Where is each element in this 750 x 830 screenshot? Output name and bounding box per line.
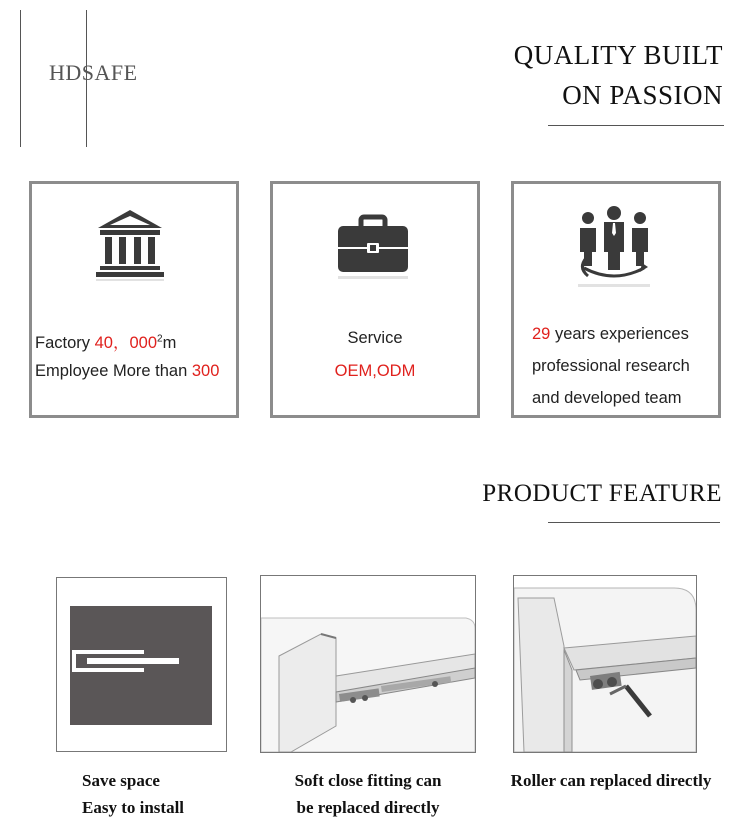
headline-line-2: ON PASSION (562, 80, 723, 110)
briefcase-icon (335, 214, 411, 282)
experience-text (532, 325, 689, 344)
feature-1-caption-line-2: Easy to install (82, 798, 185, 817)
area-superscript: 2 (157, 333, 163, 345)
years-value: 29 (532, 325, 551, 343)
team-card (511, 181, 721, 418)
brand-name: HDSAFE (49, 60, 138, 85)
factory-area-value: 40，000 (94, 334, 157, 352)
roller-photo (514, 576, 696, 752)
research-text: professional research (532, 357, 690, 375)
feature-2-caption-line-2: be replaced directly (296, 798, 440, 817)
service-value: OEM,ODM (334, 362, 416, 380)
area-unit: m (162, 334, 177, 352)
feature-3-caption: Roller can replaced directly (510, 771, 712, 790)
employee-label: Employee More than (35, 362, 192, 380)
brand-left-line-outer (20, 10, 21, 147)
factory-card (29, 181, 239, 418)
years-label: years experiences (550, 325, 689, 343)
headline-underline (548, 125, 724, 126)
team-icon (576, 206, 652, 290)
feature-2-caption-line-1: Soft close fitting can (294, 771, 442, 790)
service-card (270, 181, 480, 418)
headline-line-1: QUALITY BUILT (513, 40, 723, 70)
feature-image-soft-close (260, 575, 476, 753)
building-icon (94, 206, 166, 284)
section-title: PRODUCT FEATURE (482, 480, 722, 507)
feature-image-roller (513, 575, 697, 753)
employee-text (35, 362, 219, 381)
feature-image-save-space (56, 577, 227, 752)
feature-1-caption-line-1: Save space (82, 771, 160, 790)
factory-area-text (35, 329, 176, 353)
service-label: Service (347, 329, 403, 347)
section-underline (548, 522, 720, 523)
employee-count: 300 (191, 362, 220, 380)
soft-close-fitting-photo (261, 576, 475, 752)
sliding-door-diagram (57, 578, 226, 751)
team-text: and developed team (532, 389, 682, 407)
factory-label: Factory (35, 334, 95, 352)
